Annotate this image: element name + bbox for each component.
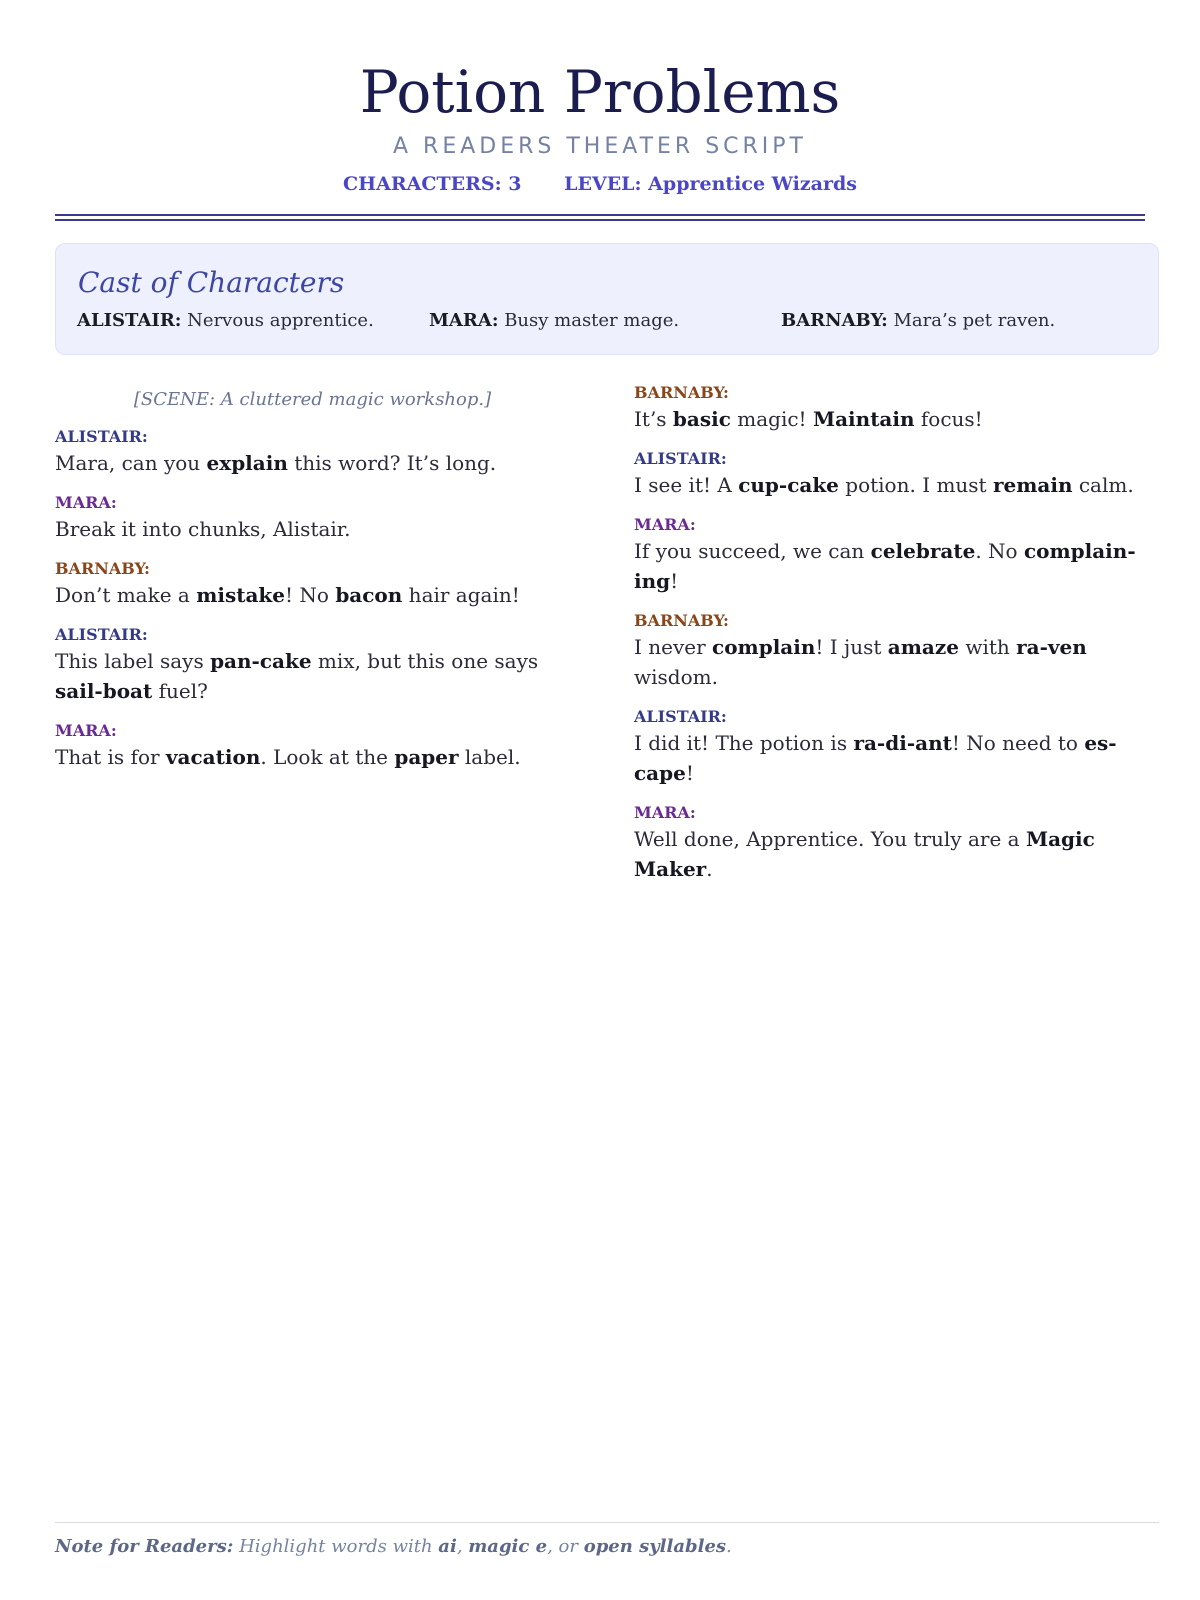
dialogue-text	[634, 404, 1159, 434]
dialogue-fragment: !	[670, 569, 679, 593]
target-word: amaze	[887, 635, 959, 659]
cast-name: MARA:	[429, 310, 499, 331]
dialogue-text	[634, 824, 1159, 884]
speaker-label: ALISTAIR:	[55, 625, 148, 644]
dialogue-fragment: magic!	[730, 407, 813, 431]
target-word: pan-cake	[210, 649, 312, 673]
reader-note-keyword: open syllables	[583, 1536, 727, 1557]
dialogue-line	[55, 492, 570, 544]
cast-description: Busy master mage.	[498, 310, 680, 331]
dialogue-text	[634, 728, 1159, 788]
target-word: remain	[992, 473, 1073, 497]
reading-level: LEVEL: Apprentice Wizards	[564, 173, 857, 195]
reader-note-label: Note for Readers:	[55, 1536, 234, 1557]
cast-name: BARNABY:	[781, 310, 888, 331]
dialogue-fragment: . No	[975, 539, 1024, 563]
dialogue-fragment: calm.	[1072, 473, 1134, 497]
dialogue-fragment: .	[706, 857, 713, 881]
target-word: complain-ing	[634, 539, 1136, 593]
dialogue-fragment: It’s	[634, 407, 673, 431]
dialogue-text	[55, 742, 570, 772]
reader-note-separator: ,	[456, 1536, 469, 1557]
dialogue-fragment: this word? It’s long.	[287, 451, 497, 475]
dialogue-line	[55, 426, 570, 478]
target-word: mistake	[196, 583, 286, 607]
dialogue-line	[55, 720, 570, 772]
reader-note-text: Highlight words with	[233, 1536, 439, 1557]
dialogue-fragment: I did it! The potion is	[634, 731, 854, 755]
dialogue-text	[55, 580, 570, 610]
dialogue-line	[55, 558, 570, 610]
dialogue-text	[634, 632, 1159, 692]
speaker-label: ALISTAIR:	[634, 449, 727, 468]
cast-heading: Cast of Characters	[78, 266, 345, 299]
dialogue-line	[634, 382, 1159, 434]
dialogue-line	[634, 448, 1159, 500]
dialogue-fragment: fuel?	[152, 679, 208, 703]
dialogue-text	[55, 514, 570, 544]
dialogue-line	[634, 706, 1159, 788]
reader-note-keyword: magic e	[468, 1536, 548, 1557]
dialogue-fragment: If you succeed, we can	[634, 539, 871, 563]
target-word: Maintain	[812, 407, 915, 431]
cast-member-barnaby	[781, 310, 1055, 331]
speaker-label: MARA:	[634, 803, 696, 822]
page-subtitle: A READERS THEATER SCRIPT	[392, 134, 807, 159]
dialogue-fragment: wisdom.	[634, 665, 718, 689]
dialogue-line	[55, 624, 570, 706]
dialogue-text	[634, 536, 1159, 596]
dialogue-fragment: Break it into chunks, Alistair.	[55, 517, 351, 541]
target-word: vacation	[165, 745, 261, 769]
script-meta	[0, 170, 1200, 198]
dialogue-fragment: potion. I must	[838, 473, 993, 497]
speaker-label: BARNABY:	[634, 383, 729, 402]
speaker-label: MARA:	[634, 515, 696, 534]
reader-note	[55, 1536, 732, 1557]
dialogue-fragment: This label says	[55, 649, 211, 673]
dialogue-fragment: That is for	[55, 745, 166, 769]
target-word: Magic Maker	[634, 827, 1095, 881]
page-title: Potion Problems	[359, 58, 841, 126]
script-column-right	[634, 382, 1159, 898]
dialogue-fragment: with	[958, 635, 1017, 659]
dialogue-fragment: Well done, Apprentice. You truly are a	[634, 827, 1026, 851]
speaker-label: ALISTAIR:	[634, 707, 727, 726]
speaker-label: MARA:	[55, 721, 117, 740]
target-word: bacon	[335, 583, 403, 607]
script-header	[0, 0, 1200, 221]
dialogue-line	[634, 802, 1159, 884]
reader-note-end: .	[726, 1536, 732, 1557]
dialogue-fragment: mix, but this one says	[311, 649, 539, 673]
dialogue-fragment: hair again!	[402, 583, 520, 607]
target-word: paper	[394, 745, 459, 769]
speaker-label: BARNABY:	[634, 611, 729, 630]
stage-direction: [SCENE: A cluttered magic workshop.]	[133, 389, 492, 410]
dialogue-fragment: label.	[458, 745, 521, 769]
dialogue-fragment: !	[685, 761, 694, 785]
dialogue-fragment: . Look at the	[260, 745, 395, 769]
script-column-left	[55, 382, 570, 786]
target-word: explain	[206, 451, 288, 475]
speaker-label: MARA:	[55, 493, 117, 512]
target-word: cup-cake	[738, 473, 839, 497]
cast-description: Mara’s pet raven.	[887, 310, 1056, 331]
cast-description: Nervous apprentice.	[181, 310, 374, 331]
dialogue-list-right	[634, 382, 1159, 884]
target-word: celebrate	[870, 539, 976, 563]
target-word: ra-ven	[1016, 635, 1087, 659]
target-word: sail-boat	[55, 679, 153, 703]
dialogue-fragment: focus!	[914, 407, 983, 431]
cast-member-mara	[429, 310, 679, 331]
footer-divider	[55, 1522, 1159, 1523]
cast-box	[55, 243, 1159, 355]
cast-name: ALISTAIR:	[77, 310, 182, 331]
dialogue-line	[634, 514, 1159, 596]
dialogue-text	[634, 470, 1159, 500]
cast-member-alistair	[77, 310, 374, 331]
target-word: basic	[672, 407, 731, 431]
header-divider	[55, 214, 1145, 221]
dialogue-fragment: I see it! A	[634, 473, 739, 497]
dialogue-fragment: ! No need to	[951, 731, 1085, 755]
dialogue-fragment: ! I just	[815, 635, 888, 659]
dialogue-text	[55, 646, 570, 706]
dialogue-fragment: Mara, can you	[55, 451, 207, 475]
reader-note-keyword: ai	[438, 1536, 457, 1557]
speaker-label: ALISTAIR:	[55, 427, 148, 446]
character-count: CHARACTERS: 3	[343, 173, 522, 195]
target-word: ra-di-ant	[853, 731, 952, 755]
dialogue-fragment: Don’t make a	[55, 583, 197, 607]
dialogue-text	[55, 448, 570, 478]
dialogue-fragment: I never	[634, 635, 713, 659]
dialogue-fragment: ! No	[285, 583, 336, 607]
dialogue-list-left	[55, 426, 570, 772]
target-word: complain	[712, 635, 816, 659]
target-word: es-cape	[634, 731, 1117, 785]
reader-note-separator: , or	[547, 1536, 584, 1557]
dialogue-line	[634, 610, 1159, 692]
speaker-label: BARNABY:	[55, 559, 150, 578]
